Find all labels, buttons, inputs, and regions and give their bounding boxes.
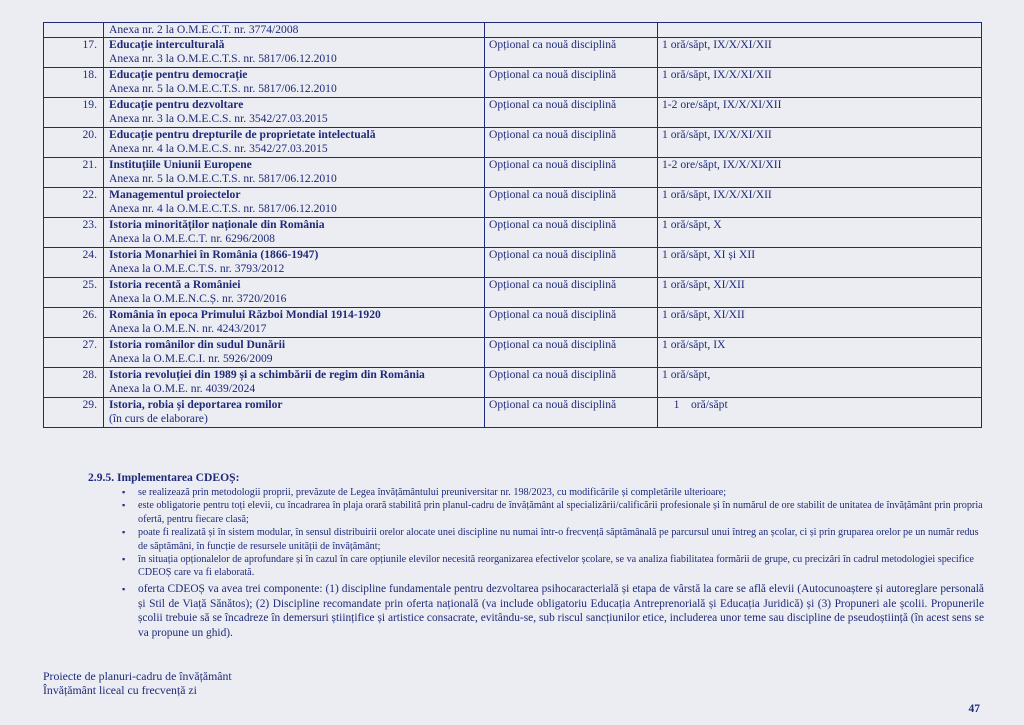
row-number: 24. [44,248,104,278]
row-title: Istoria recentă a României [109,278,241,291]
row-title: Educație pentru democrație [109,68,248,81]
row-status: Opțional ca nouă disciplină [485,398,658,428]
row-discipline [104,338,485,368]
row-title: Istoria revoluției din 1989 și a schimbării de regim din România [109,368,425,381]
row-status: Opțional ca nouă disciplină [485,128,658,158]
table-row [44,398,982,428]
row-hours: 1 oră/săpt, XI/XII [658,308,982,338]
row-number: 26. [44,308,104,338]
row-subtitle: Anexa la O.M.E.C.T.S. nr. 3793/2012 [109,262,285,275]
row-title: Istoria minorităților naționale din România [109,218,325,231]
row-subtitle: Anexa nr. 5 la O.M.E.C.T.S. nr. 5817/06.12.2010 [109,82,337,95]
row-hours: 1 oră/săpt, IX/X/XI/XII [658,68,982,98]
row-hours: 1-2 ore/săpt, IX/X/XI/XII [658,98,982,128]
row-number: 29. [44,398,104,428]
row-hours: 1 oră/săpt, XI/XII [658,278,982,308]
row-status: Opțional ca nouă disciplină [485,98,658,128]
page-number: 47 [968,703,980,715]
row-hours [658,23,982,38]
table-row [44,308,982,338]
row-discipline [104,248,485,278]
row-discipline [104,308,485,338]
row-status: Opțional ca nouă disciplină [485,278,658,308]
row-status: Opțional ca nouă disciplină [485,68,658,98]
row-discipline [104,398,485,428]
row-discipline [104,98,485,128]
row-number: 22. [44,188,104,218]
row-hours: 1 oră/săpt, X [658,218,982,248]
implementation-list [122,486,984,641]
row-title: România în epoca Primului Război Mondial 1914-1920 [109,308,381,321]
row-number: 23. [44,218,104,248]
row-title: Instituțiile Uniunii Europene [109,158,252,171]
row-title: Educație interculturală [109,38,225,51]
row-status [485,23,658,38]
curriculum-table [43,22,982,428]
list-item: ▪ în situația opționalelor de aprofundare și în cazul în care opțiunile elevilor necesită reorganizarea efectivelor școlare, se va analiza fiabilitatea formării de grupe, cu precizări în cadrul metodologiei specifice CDEOȘ care va fi elaborată. [122,553,984,580]
row-status: Opțional ca nouă disciplină [485,218,658,248]
list-item: ▪ oferta CDEOȘ va avea trei componente: (1) discipline fundamentale pentru dezvoltarea psihocaracterială și etapa de vârstă la care se află elevii (Autocunoaștere și autoreglare personală și Stil de Viață Sănătos); (2) Discipline recomandate prin oferta națională (va include obligatoriu Educația Antreprenorială și Educația Juridică) și (3) Propuneri ale școlii. Propunerile școlii trebuie să se încadreze în demersuri științifice și artistice consacrate, evitându-se, sub riscul sancțiunilor etice, includerea unor teme sau discipline de pseudoștiință (în acest sens se va propune un ghid). [122,582,984,641]
row-status: Opțional ca nouă disciplină [485,188,658,218]
row-status: Opțional ca nouă disciplină [485,158,658,188]
row-hours: 1 oră/săpt, [658,368,982,398]
row-discipline [104,278,485,308]
table-row [44,158,982,188]
row-discipline [104,38,485,68]
row-discipline [104,188,485,218]
row-number: 25. [44,278,104,308]
list-item: ▪ este obligatorie pentru toți elevii, cu încadrarea în plaja orară stabilită prin planul-cadru de învățământ al specializării/calificării profesionale și în numărul de ore stabilit de unitatea de învățământ prin propria ofertă, pentru fiecare clasă; [122,499,984,526]
row-subtitle: Anexa nr. 4 la O.M.E.C.T.S. nr. 5817/06.12.2010 [109,202,337,215]
row-subtitle: Anexa la O.M.E. nr. 4039/2024 [109,382,256,395]
row-discipline [104,128,485,158]
row-subtitle: Anexa la O.M.E.N. nr. 4243/2017 [109,322,267,335]
table-row [44,98,982,128]
row-hours: 1 oră/săpt, IX/X/XI/XII [658,128,982,158]
row-subtitle: (în curs de elaborare) [109,412,208,425]
table-row [44,23,982,38]
row-hours: 1 oră/săpt, IX [658,338,982,368]
row-number: 17. [44,38,104,68]
table-row [44,188,982,218]
row-number: 20. [44,128,104,158]
row-number: 28. [44,368,104,398]
row-hours: 1 oră/săpt [658,398,982,428]
row-discipline [104,368,485,398]
table-row [44,278,982,308]
table-row [44,128,982,158]
row-subtitle: Anexa nr. 5 la O.M.E.C.T.S. nr. 5817/06.12.2010 [109,172,337,185]
row-discipline [104,158,485,188]
row-hours: 1 oră/săpt, XI și XII [658,248,982,278]
row-number: 19. [44,98,104,128]
row-subtitle: Anexa nr. 3 la O.M.E.C.S. nr. 3542/27.03.2015 [109,112,328,125]
row-subtitle: Anexa la O.M.E.C.T. nr. 6296/2008 [109,232,275,245]
table-row [44,218,982,248]
list-item: ▪ poate fi realizată și în sistem modular, în sensul distribuirii orelor alocate unei discipline nu numai într-o frecvență săptămânală pe parcursul unui întreg an școlar, ci și prin gruparea orelor pe un număr redus de săptămâni, în funcție de resursele unității de învățământ; [122,526,984,553]
row-hours: 1 oră/săpt, IX/X/XI/XII [658,38,982,68]
row-number: 18. [44,68,104,98]
row-number [44,23,104,38]
row-title: Educație pentru dezvoltare [109,98,244,111]
row-status: Opțional ca nouă disciplină [485,38,658,68]
table-row [44,68,982,98]
row-status: Opțional ca nouă disciplină [485,308,658,338]
row-title: Istoria Monarhiei în România (1866-1947) [109,248,319,261]
row-status: Opțional ca nouă disciplină [485,338,658,368]
row-hours: 1 oră/săpt, IX/X/XI/XII [658,188,982,218]
footer-line-2: Învățământ liceal cu frecvență zi [43,683,197,697]
row-title: Istoria, robia și deportarea romilor [109,398,283,411]
section-heading: 2.9.5. Implementarea CDEOȘ: [88,471,240,484]
row-subtitle: Anexa la O.M.E.C.I. nr. 5926/2009 [109,352,273,365]
row-discipline [104,68,485,98]
footer-line-1: Proiecte de planuri-cadru de învățământ [43,669,232,683]
row-hours: 1-2 ore/săpt, IX/X/XI/XII [658,158,982,188]
table-row [44,338,982,368]
table-row [44,38,982,68]
row-status: Opțional ca nouă disciplină [485,248,658,278]
table-row [44,368,982,398]
row-subtitle: Anexa nr. 2 la O.M.E.C.T. nr. 3774/2008 [104,23,485,38]
row-discipline [104,218,485,248]
table-row [44,248,982,278]
row-subtitle: Anexa nr. 3 la O.M.E.C.T.S. nr. 5817/06.12.2010 [109,52,337,65]
row-subtitle: Anexa la O.M.E.N.C.Ș. nr. 3720/2016 [109,292,287,305]
row-number: 27. [44,338,104,368]
footer [43,669,232,697]
row-title: Istoria românilor din sudul Dunării [109,338,286,351]
list-item: ▪ se realizează prin metodologii proprii, prevăzute de Legea învățământului preuniversitar nr. 198/2023, cu modificările și completările ulterioare; [122,486,984,499]
row-title: Managementul proiectelor [109,188,241,201]
row-title: Educație pentru drepturile de proprietate intelectuală [109,128,376,141]
row-status: Opțional ca nouă disciplină [485,368,658,398]
row-subtitle: Anexa nr. 4 la O.M.E.C.S. nr. 3542/27.03.2015 [109,142,328,155]
row-number: 21. [44,158,104,188]
